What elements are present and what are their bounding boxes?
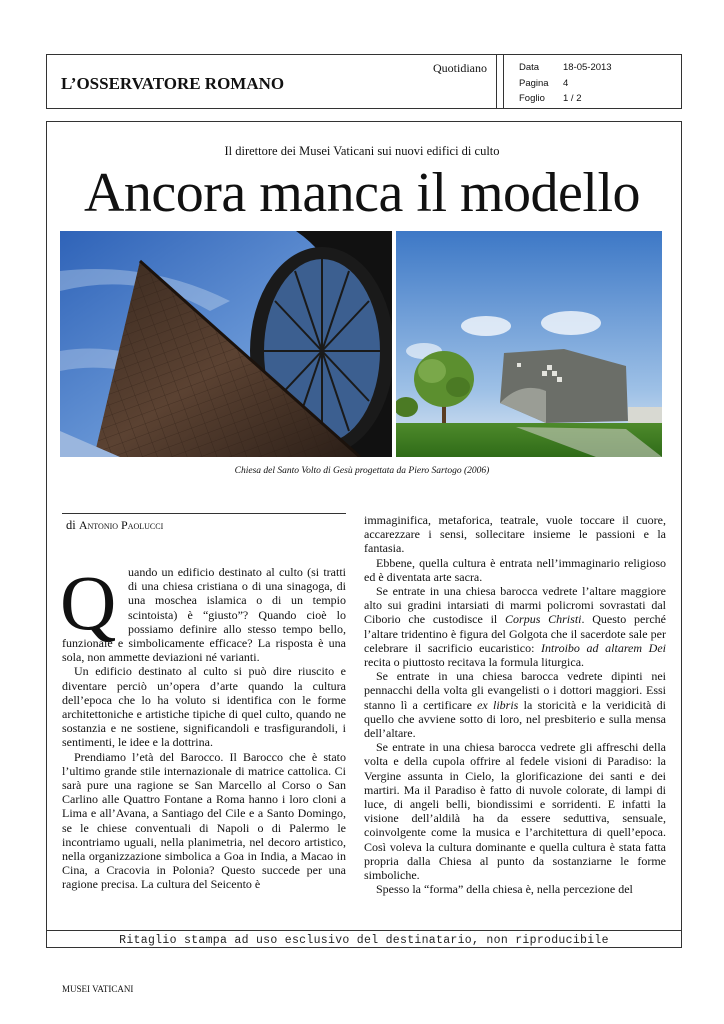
paragraph-text: Se entrate in una chiesa barocca vedrete l’altare maggiore alto sui gradini intarsiati di marmi policromi sovrastati dal Ciborio che custodisce il xyxy=(364,584,666,627)
byline-author: Antonio Paolucci xyxy=(78,518,164,532)
article-column-right xyxy=(364,513,666,896)
sheet-label: Foglio xyxy=(519,93,545,104)
paragraph-text: la storicità e la veridicità di quello che avviene sotto di loro, nel presbiterio e sulla mensa dell’altare. xyxy=(364,697,666,741)
paragraph-text: recita o piuttosto recitava la formula liturgica. xyxy=(364,655,585,670)
date-label: Data xyxy=(519,62,540,73)
photo-caption: Chiesa del Santo Volto di Gesù progettata da Piero Sartogo (2006) xyxy=(234,466,490,476)
church-photo-rendering xyxy=(396,231,662,457)
article-column-left xyxy=(60,559,346,892)
latin-phrase: Introibo ad altarem Dei xyxy=(541,640,666,655)
paragraph: immaginifica, metaforica, teatrale, vuole toccare il cuore, accarezzare i sensi, sollecitare insieme le passioni e la fantasia. xyxy=(364,513,666,556)
header-meta xyxy=(519,60,612,107)
drop-cap: Q xyxy=(60,559,117,646)
latin-term: ex libris xyxy=(477,697,519,712)
byline xyxy=(66,518,163,533)
publication-type: Quotidiano xyxy=(433,61,487,75)
paragraph xyxy=(364,669,666,740)
page-label: Pagina xyxy=(519,77,549,89)
article-headline: Ancora manca il modello xyxy=(83,162,641,224)
sheet-value: 1 / 2 xyxy=(563,93,582,104)
date-value: 18-05-2013 xyxy=(563,62,612,73)
paragraph xyxy=(364,584,666,669)
byline-prefix: di xyxy=(66,518,76,532)
paragraph-text: . Questo perché l’altare tridentino è figura del Golgota che il sacerdote sale per celebrare il sacrificio eucaristico: xyxy=(364,612,666,655)
newspaper-title: L’OSSERVATORE ROMANO xyxy=(61,74,285,93)
byline-rule xyxy=(62,513,346,514)
church-photo-detail xyxy=(60,231,392,457)
masthead-box xyxy=(46,54,682,109)
paragraph: Se entrate in una chiesa barocca vedrete gli affreschi della volta e della cupola offrire al fedele visioni di Paradiso: la Vergine assunta in Cielo, la glorificazione dei santi e dei martiri. Ma il Paradiso è fatto di nuvole colorate, di lampi di luce, di angeli belli, biondissimi e sorridenti. E infatti la visione dell’aldilà ha da essere seduttiva, sensuale, coinvolgente come la musica e l’architettura di quell’epoca. Così voleva la cultura dominante e quella cultura è stata fatta propria dalla Chiesa al punto da sostanziarne le forme simboliche. xyxy=(364,740,666,883)
paragraph: Prendiamo l’età del Barocco. Il Barocco che è stato l’ultimo grande stile internazionale di matrice cattolica. Ci sarà pure una ragione se San Marcello al Corso o San Carlino alle Quattro Fontane a Roma hanno i loro cloni a Lima e all’Avana, a Santiago del Cile e a Santo Domingo, se le chiese conventuali di Napoli o di Palermo le incontriamo uguali, nella planimetria, nel decoro artistico, nella organizzazione simbolica a Goa in India, a Macao in Cina, a Cracovia in Polonia? Questo succede per una ragione precisa. La cultura del Seicento è xyxy=(62,749,346,892)
paragraph xyxy=(60,559,346,665)
latin-term: Corpus Christi xyxy=(505,612,582,627)
paragraph-text: Se entrate in una chiesa barocca vedrete dipinti nei pennacchi della volta gli evangelisti o i dottori maggiori. Essi stanno lì a certificare xyxy=(364,669,666,712)
article-kicker: Il direttore dei Musei Vaticani sui nuovi edifici di culto xyxy=(224,144,500,158)
paragraph: Un edificio destinato al culto si può dire riuscito e diventare perciò un’opera d’arte quando la cultura dell’epoca che lo ha voluto si identifica con le forme architettoniche e artistiche tipiche di quel culto, quando ne sostanzia e ne sostiene, significandoli e trasfigurandoli, i sentimenti, le idee e la dottrina. xyxy=(62,664,346,750)
reproduction-notice: Ritaglio stampa ad uso esclusivo del destinatario, non riproducibile xyxy=(46,930,682,948)
paragraph: Ebbene, quella cultura è entrata nell’immaginario religioso ed è diventata arte sacra. xyxy=(364,555,666,584)
header-divider xyxy=(503,55,504,108)
paragraph-text: uando un edificio destinato al culto (si tratti di una chiesa cristiana o di una sinagoga, di una moschea islamica o di un tempio scintoista) è “giusto”? Quando cioè lo possiamo definire allo stesso tempo bello, funzionale e simbolicamente efficace? La risposta è una sola, non ammette deviazioni né varianti. xyxy=(62,565,346,665)
paragraph: Spesso la “forma” della chiesa è, nella percezione del xyxy=(376,882,633,897)
header-divider xyxy=(496,55,497,108)
page-value: 4 xyxy=(563,77,569,89)
archive-label: MUSEI VATICANI xyxy=(62,984,134,994)
